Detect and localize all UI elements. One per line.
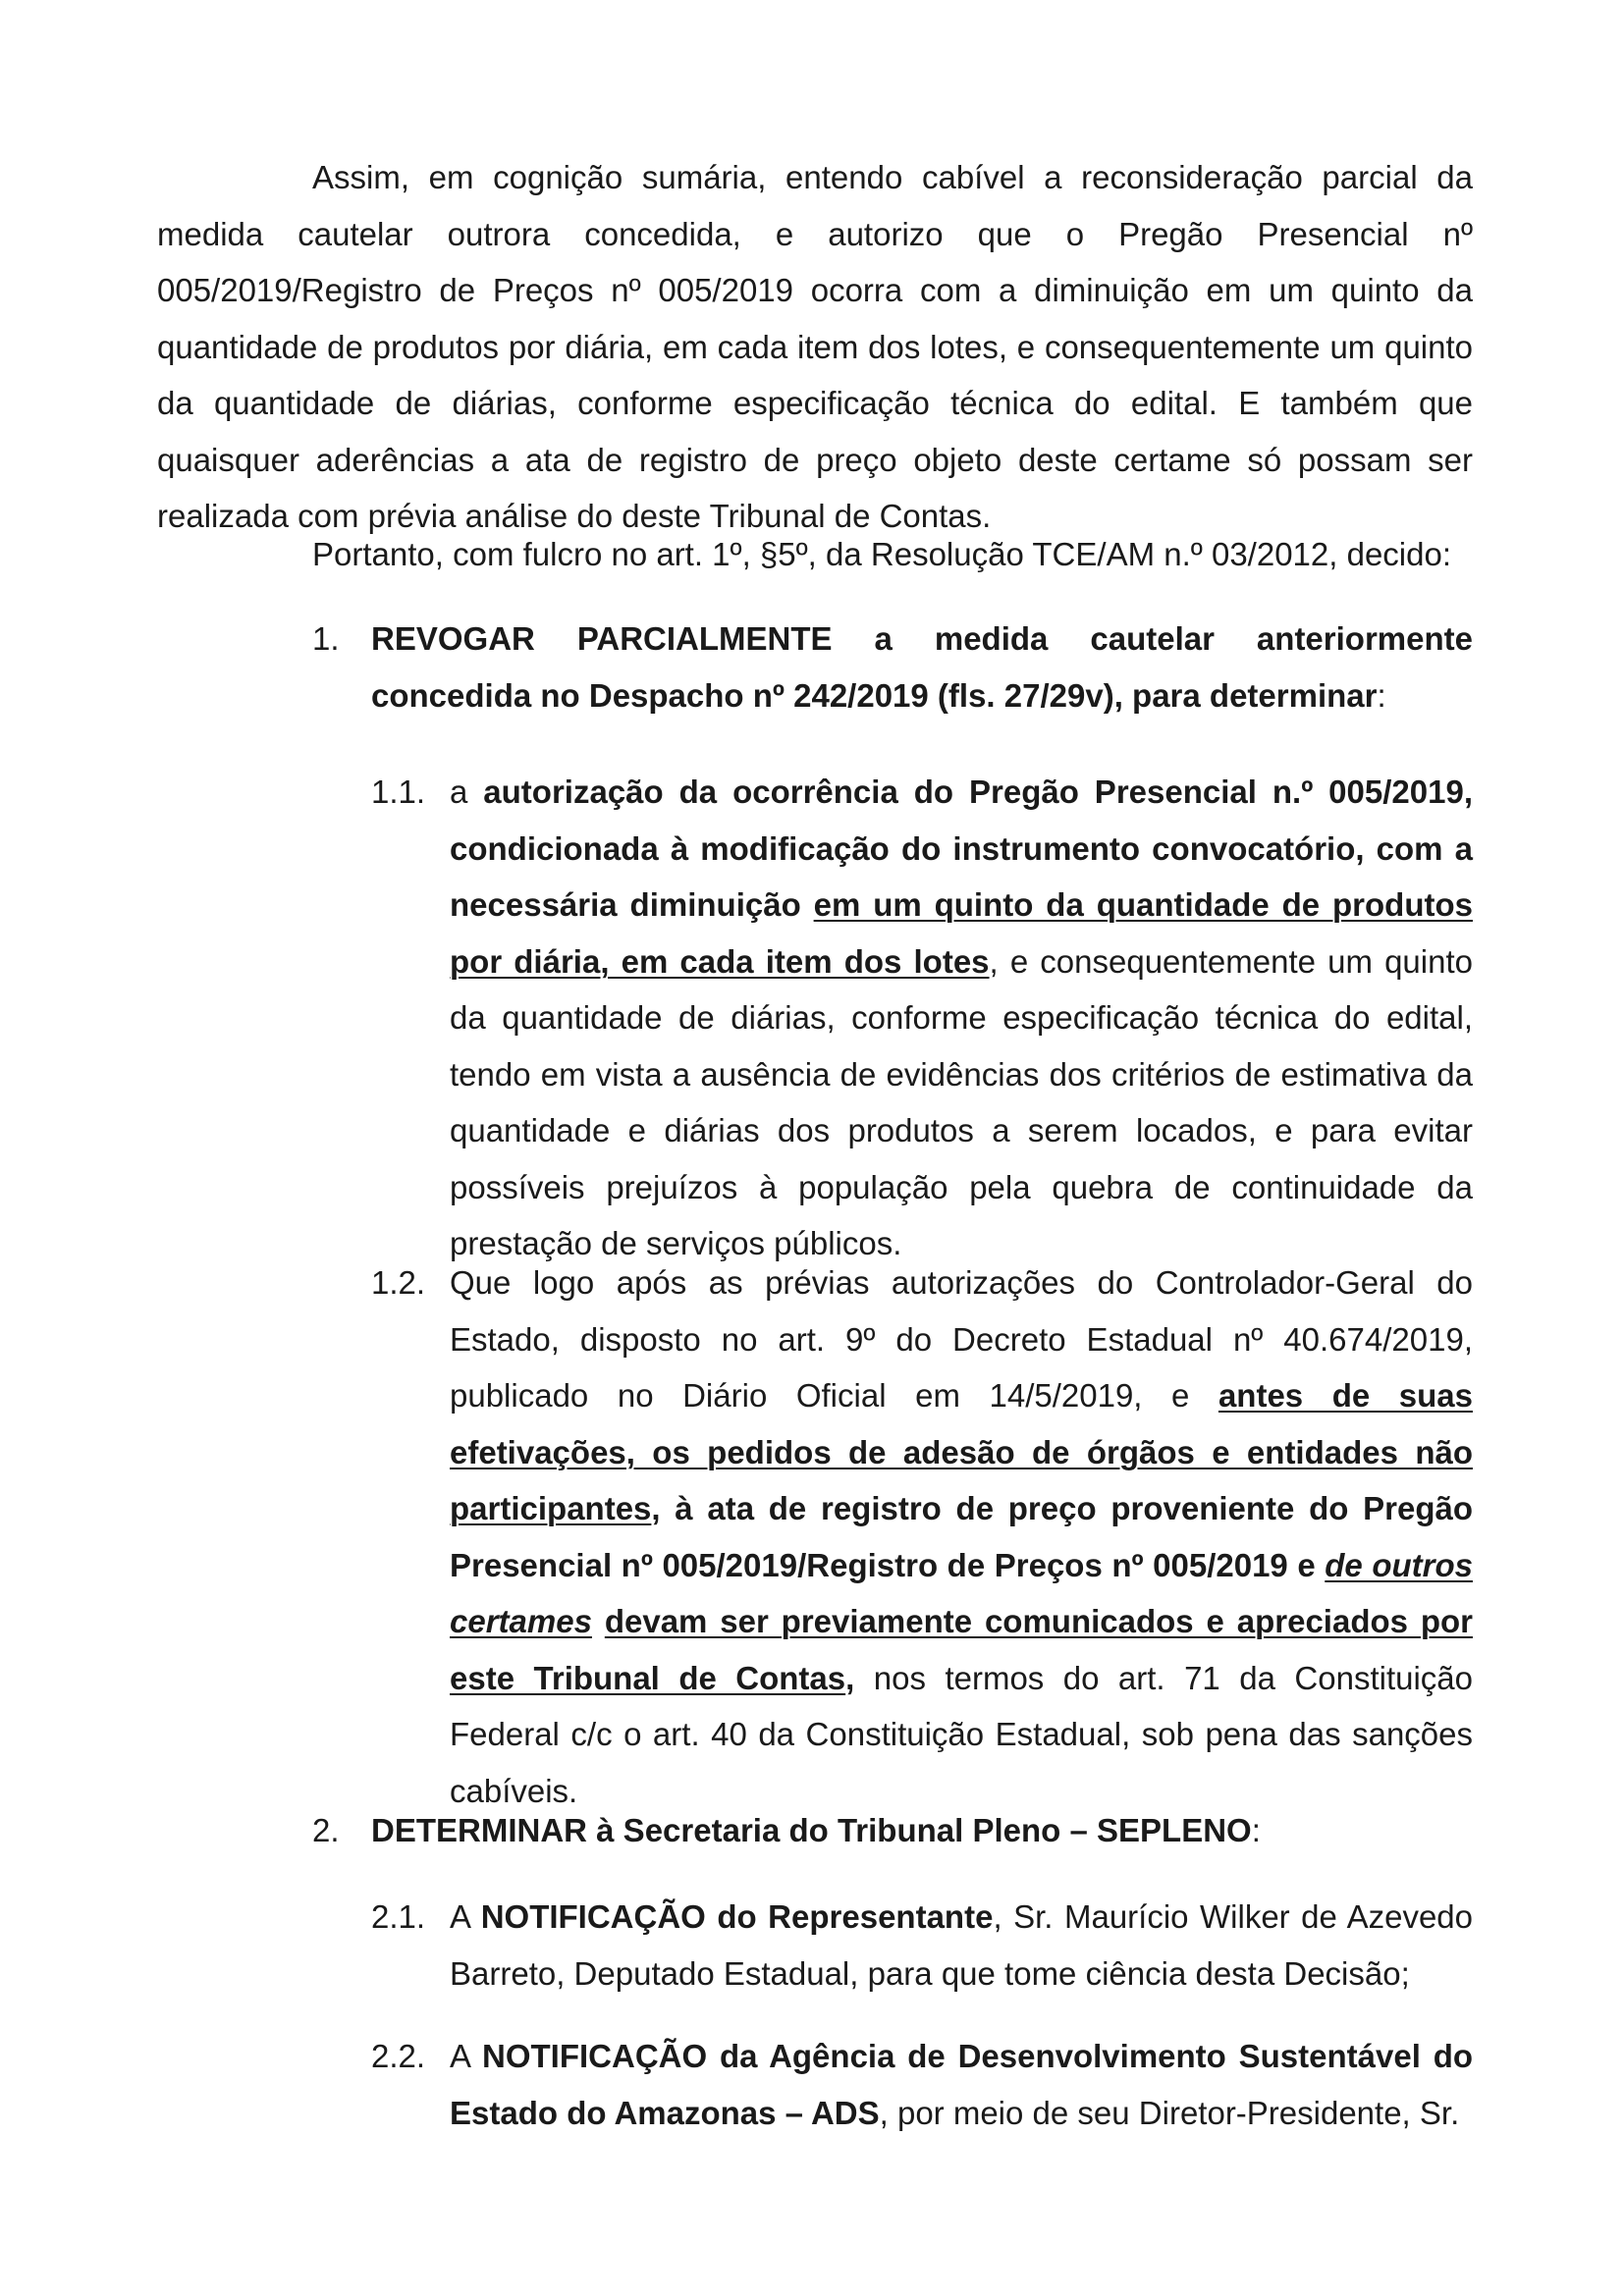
plain-text: Que logo após as prévias autorizações do Controlador-Geral do Estado, disposto no art. 9º do Decreto Estadual nº 40.674/2019, publicado no Diário Oficial em 14/5/2019, e <box>450 1264 1473 1414</box>
plain-text: , e consequentemente um quinto da quantidade de diárias, conforme especificação técnica do edital, tendo em vista a ausência de evidências dos critérios de estimativa da quantidade e diárias dos produtos a serem locados, e para evitar possíveis prejuízos à população pela quebra de continuidade da prestação de serviços públicos. <box>450 942 1473 1261</box>
item-text <box>450 1889 1473 2002</box>
plain-text: : <box>1377 676 1386 714</box>
plain-text: a <box>450 774 484 810</box>
paragraph-reconsideration <box>157 149 1473 545</box>
bold-text: , <box>845 1659 855 1696</box>
item-number: 1.1. <box>371 774 426 810</box>
item-number: 2.2. <box>371 2038 426 2074</box>
bold-underlined-text: devam ser previamente comunicados e apreciados por este Tribunal de Contas <box>450 1603 1474 1696</box>
paragraph-text: Assim, em cognição sumária, entendo cabível a reconsideração parcial da medida cautelar outrora concedida, e autorizo que o Pregão Presencial nº 005/2019/Registro de Preços nº 005/2019 ocorra com a diminuição em um quinto da quantidade de produtos por diária, em cada item dos lotes, e consequentemente um quinto da quantidade de diárias, conforme especificação técnica do edital. E também que quaisquer aderências a ata de registro de preço objeto deste certame só possam ser realizada com prévia análise do deste Tribunal de Contas. <box>157 159 1473 534</box>
plain-text: A <box>450 1898 481 1935</box>
bold-text <box>592 1603 605 1639</box>
bold-text: , à ata de registro de preço proveniente do Pregão Presencial nº 005/2019/Registro de Preços nº 005/2019 e <box>450 1490 1473 1583</box>
bold-text: DETERMINAR à Secretaria do Tribunal Pleno – SEPLENO <box>371 1812 1252 1848</box>
item-text <box>450 1255 1473 1819</box>
bold-underlined-italic-text: de outros certames <box>450 1546 1473 1639</box>
plain-text: nos termos do art. 71 da Constituição Federal c/c o art. 40 da Constituição Estadual, sob pena das sanções cabíveis. <box>450 1659 1474 1809</box>
paragraph-decision-intro: Portanto, com fulcro no art. 1º, §5º, da Resolução TCE/AM n.º 03/2012, decido: <box>312 536 1452 572</box>
item-number: 1. <box>312 620 340 657</box>
bold-text: NOTIFICAÇÃO da Agência de Desenvolvimento Sustentável do Estado do Amazonas – ADS <box>450 2038 1474 2131</box>
plain-text: , por meio de seu Diretor-Presidente, Sr. <box>879 2094 1460 2131</box>
item-number: 1.2. <box>371 1264 426 1301</box>
item-text <box>371 1802 1473 1859</box>
item-number: 2.1. <box>371 1898 426 1935</box>
bold-underlined-text: antes de suas efetivações, os pedidos de adesão de órgãos e entidades não participantes <box>450 1377 1473 1526</box>
item-text <box>371 611 1473 723</box>
bold-text: autorização da ocorrência do Pregão Presencial n.º 005/2019, condicionada à modificação do instrumento convocatório, com a necessária diminuição <box>450 774 1473 923</box>
bold-text: REVOGAR PARCIALMENTE a medida cautelar anteriormente concedida no Despacho nº 242/2019 (fls. 27/29v), para determinar <box>371 620 1473 714</box>
item-number: 2. <box>312 1812 340 1848</box>
plain-text: A <box>450 2038 483 2074</box>
bold-text: NOTIFICAÇÃO do Representante <box>480 1898 994 1935</box>
bold-underlined-text: em um quinto da quantidade de produtos por diária, em cada item dos lotes <box>450 886 1473 980</box>
item-text <box>450 764 1473 1272</box>
plain-text: : <box>1251 1812 1261 1848</box>
item-text <box>450 2028 1473 2141</box>
plain-text: , Sr. Maurício Wilker de Azevedo Barreto, Deputado Estadual, para que tome ciência desta Decisão; <box>450 1898 1474 1992</box>
